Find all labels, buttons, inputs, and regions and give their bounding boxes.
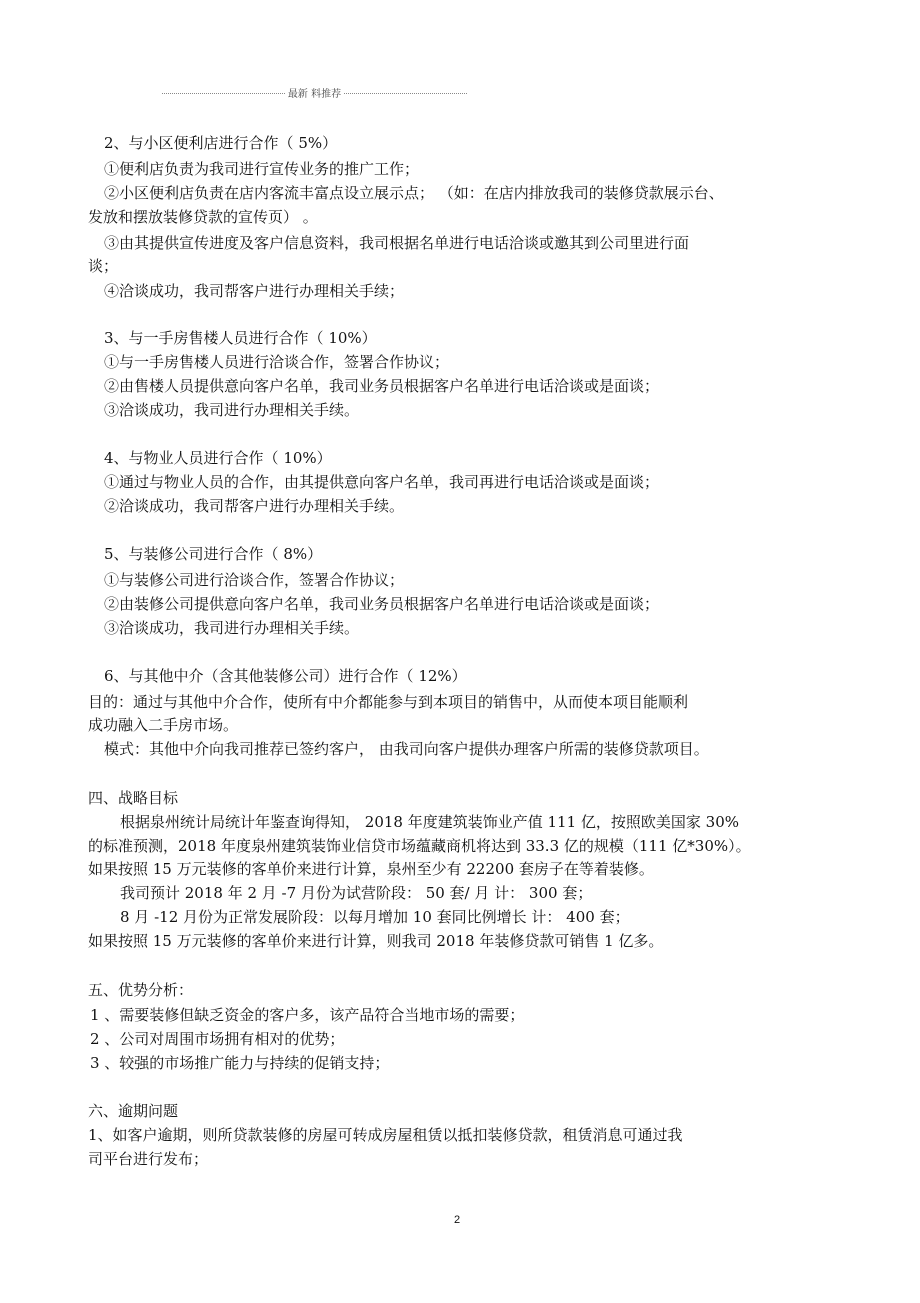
text-line: 1、如客户逾期，则所贷款装修的房屋可转成房屋租赁以抵扣装修贷款，租赁消息可通过我 [88,1126,683,1144]
text-line: ③由其提供宣传进度及客户信息资料，我司根据名单进行电话洽谈或邀其到公司里进行面 [104,234,690,252]
list-item: 3 、较强的市场推广能力与持续的促销支持； [90,1054,390,1072]
section-5-heading: 5、与装修公司进行合作（ 8%） [104,545,323,563]
text-line: 如果按照 15 万元装修的客单价来进行计算，泉州至少有 22200 套房子在等着装修。 [88,860,654,878]
page-number: 2 [454,1214,461,1226]
text-line: 司平台进行发布； [88,1150,209,1168]
text-line: ①便利店负责为我司进行宣传业务的推广工作； [104,160,420,178]
text-line: 成功融入二手房市场。 [88,716,239,734]
heading-overdue-issues: 六、逾期问题 [88,1102,179,1120]
list-item: 2 、公司对周围市场拥有相对的优势； [90,1030,345,1048]
section-6-heading: 6、与其他中介（含其他装修公司）进行合作（ 12%） [104,667,467,685]
text-line: ④洽谈成功，我司帮客户进行办理相关手续； [104,282,405,300]
text-line: 模式：其他中介向我司推荐已签约客户， 由我司向客户提供办理客户所需的装修贷款项目。 [104,740,709,758]
text-line: ①与装修公司进行洽谈合作，签署合作协议； [104,571,405,589]
list-item: 1 、需要装修但缺乏资金的客户多，该产品符合当地市场的需要； [90,1006,525,1024]
text-line: ②由装修公司提供意向客户名单，我司业务员根据客户名单进行电话洽谈或是面谈； [104,595,660,613]
text-line: 的标准预测，2018 年度泉州建筑装饰业信贷市场蕴藏商机将达到 33.3 亿的规模（111 亿*30%）。 [88,837,751,855]
text-line: ①通过与物业人员的合作，由其提供意向客户名单，我司再进行电话洽谈或是面谈； [104,473,660,491]
text-line: 目的：通过与其他中介合作，使所有中介都能参与到本项目的销售中，从而使本项目能顺利 [88,693,689,711]
text-line: 如果按照 15 万元装修的客单价来进行计算，则我司 2018 年装修贷款可销售 1 亿多。 [88,932,664,950]
text-line: ①与一手房售楼人员进行洽谈合作，签署合作协议； [104,353,450,371]
text-line: ②洽谈成功，我司帮客户进行办理相关手续。 [104,497,405,515]
section-2-heading: 2、与小区便利店进行合作（ 5%） [104,134,338,152]
section-4-heading: 4、与物业人员进行合作（ 10%） [104,449,332,467]
text-line: 8 月 -12 月份为正常发展阶段：以每月增加 10 套同比例增长 计： 400 套； [120,908,630,926]
heading-advantage-analysis: 五、优势分析： [88,981,194,999]
text-line: 我司预计 2018 年 2 月 -7 月份为试营阶段： 50 套/ 月 计： 300 套； [120,884,593,902]
text-line: ②小区便利店负责在店内客流丰富点设立展示点； （如：在店内排放我司的装修贷款展示台、 [104,184,724,202]
text-line: ③洽谈成功，我司进行办理相关手续。 [104,619,360,637]
text-line: 发放和摆放装修贷款的宣传页） 。 [88,208,318,226]
text-line: ②由售楼人员提供意向客户名单，我司业务员根据客户名单进行电话洽谈或是面谈； [104,377,660,395]
header-leader-right [344,93,467,94]
text-line: 谈； [88,257,119,275]
text-line: ③洽谈成功，我司进行办理相关手续。 [104,401,360,419]
section-3-heading: 3、与一手房售楼人员进行合作（ 10%） [104,329,377,347]
text-line: 根据泉州统计局统计年鉴查询得知， 2018 年度建筑装饰业产值 111 亿，按照欧美国家 30% [120,813,739,831]
heading-strategic-goals: 四、战略目标 [88,789,179,807]
header-leader-left [162,93,285,94]
header-text: 最新 料推荐 [287,89,342,100]
page-header [162,85,467,100]
